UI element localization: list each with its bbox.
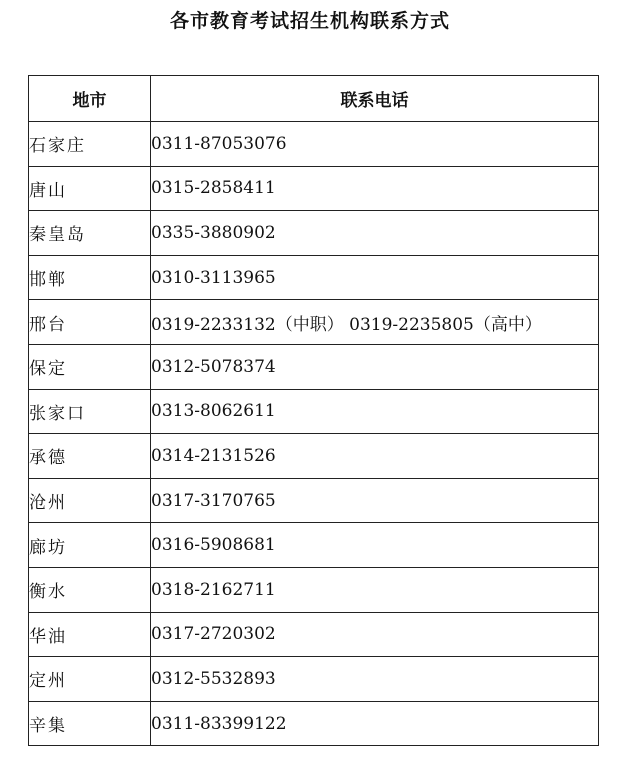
- phone-cell: 0319-2233132（中职） 0319-2235805（高中）: [151, 300, 599, 345]
- city-cell: 邯郸: [29, 255, 151, 300]
- table-row: [29, 701, 599, 746]
- table-row: [29, 255, 599, 300]
- city-cell: 秦皇岛: [29, 211, 151, 256]
- city-cell: 辛集: [29, 701, 151, 746]
- table-row: [29, 523, 599, 568]
- phone-cell: 0315-2858411: [151, 166, 599, 211]
- city-cell: 石家庄: [29, 122, 151, 167]
- page-title: 各市教育考试招生机构联系方式: [169, 10, 450, 32]
- city-cell: 衡水: [29, 567, 151, 612]
- table-row: [29, 612, 599, 657]
- phone-cell: 0317-3170765: [151, 478, 599, 523]
- table-row: [29, 434, 599, 479]
- table-row: [29, 389, 599, 434]
- city-cell: 保定: [29, 344, 151, 389]
- column-header-city: 地市: [29, 76, 151, 122]
- city-cell: 张家口: [29, 389, 151, 434]
- phone-cell: 0310-3113965: [151, 255, 599, 300]
- phone-cell: 0317-2720302: [151, 612, 599, 657]
- table-row: [29, 344, 599, 389]
- phone-cell: 0313-8062611: [151, 389, 599, 434]
- phone-cell: 0311-83399122: [151, 701, 599, 746]
- city-cell: 承德: [29, 434, 151, 479]
- city-cell: 沧州: [29, 478, 151, 523]
- phone-cell: 0312-5532893: [151, 657, 599, 702]
- city-cell: 华油: [29, 612, 151, 657]
- column-header-phone: 联系电话: [151, 76, 599, 122]
- city-cell: 邢台: [29, 300, 151, 345]
- phone-cell: 0316-5908681: [151, 523, 599, 568]
- contacts-table: [28, 75, 599, 746]
- table-row: [29, 122, 599, 167]
- phone-cell: 0318-2162711: [151, 567, 599, 612]
- phone-cell: 0314-2131526: [151, 434, 599, 479]
- phone-cell: 0311-87053076: [151, 122, 599, 167]
- table-row: [29, 657, 599, 702]
- phone-cell: 0335-3880902: [151, 211, 599, 256]
- phone-cell: 0312-5078374: [151, 344, 599, 389]
- table-row: [29, 567, 599, 612]
- table-row: [29, 211, 599, 256]
- table-header-row: [29, 76, 599, 122]
- city-cell: 定州: [29, 657, 151, 702]
- city-cell: 廊坊: [29, 523, 151, 568]
- city-cell: 唐山: [29, 166, 151, 211]
- table-row: [29, 166, 599, 211]
- table-row: [29, 300, 599, 345]
- table-row: [29, 478, 599, 523]
